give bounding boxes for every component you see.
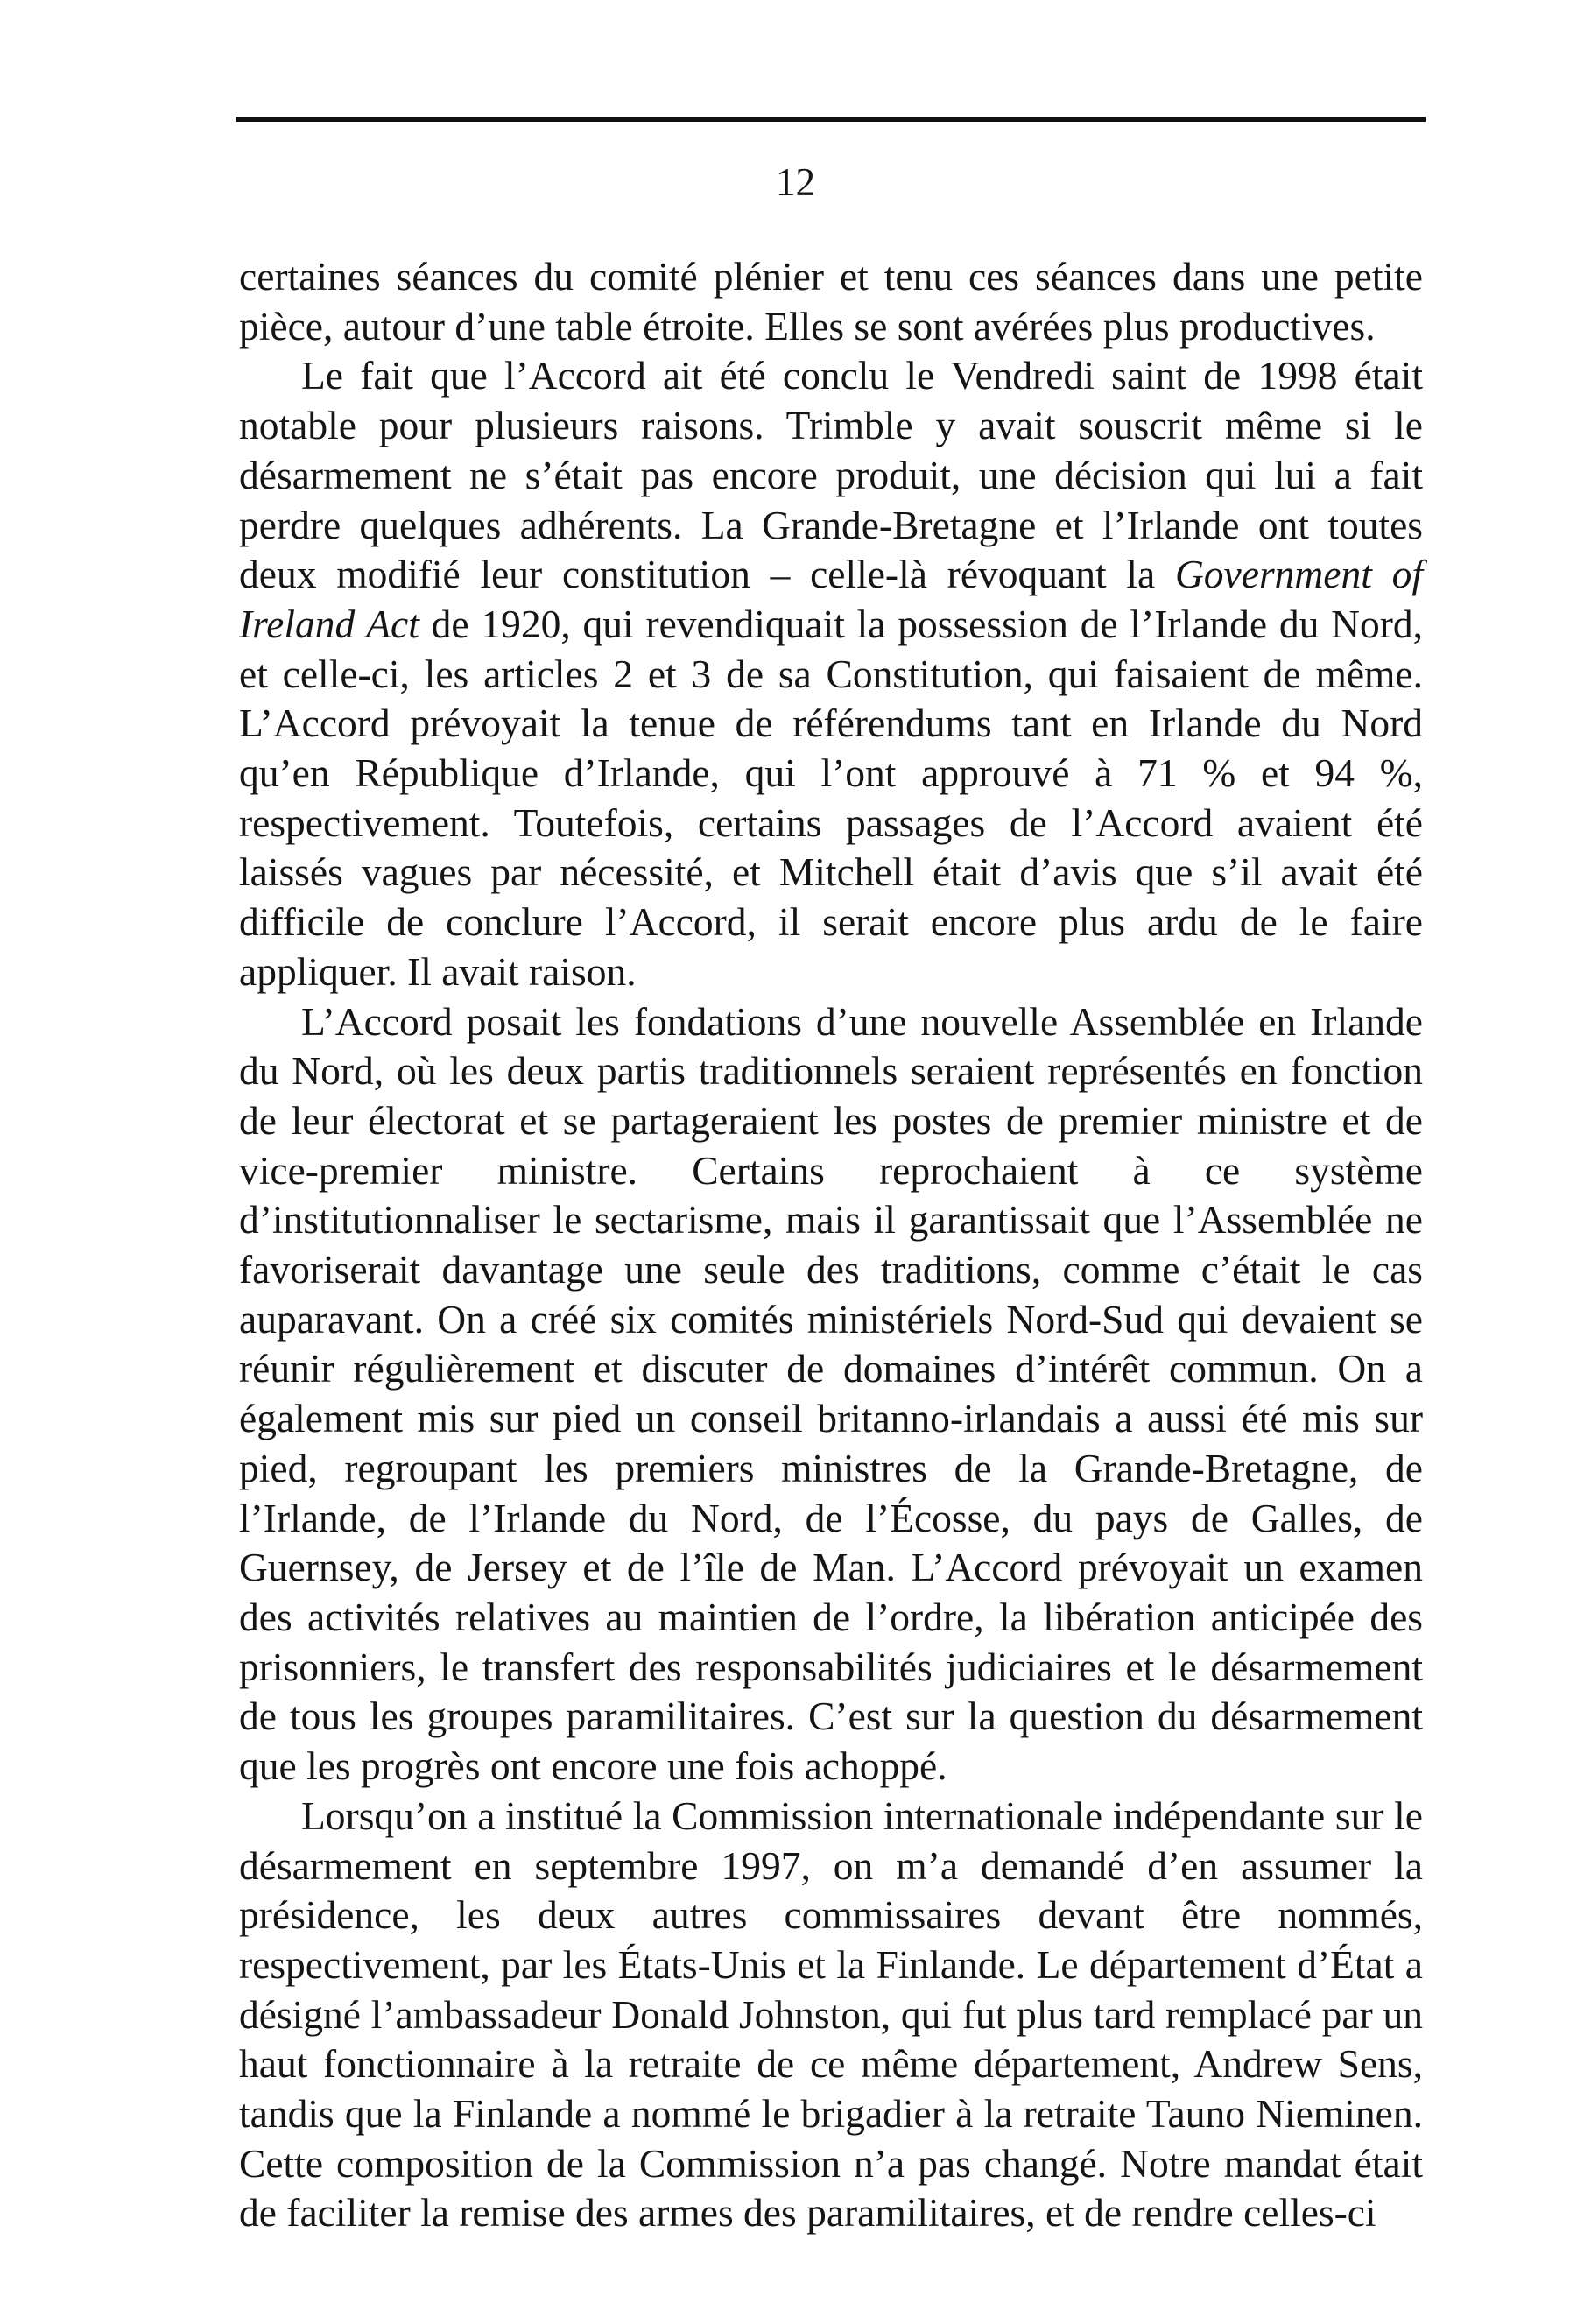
page-number: 12 bbox=[776, 160, 815, 204]
paragraph-2 bbox=[239, 351, 1423, 997]
act-title-italic: Government of Ireland Act bbox=[239, 552, 1423, 646]
paragraph-1: certaines séances du comité plénier et tenu ces séances dans une petite pièce, autour d’une table étroite. Elles se sont avérées plus productives. bbox=[239, 254, 1423, 349]
body-text bbox=[239, 252, 1423, 2238]
header-rule bbox=[236, 117, 1426, 122]
paragraph-2-part-1: Le fait que l’Accord ait été conclu le Vendredi saint de 1998 était notable pour plusieurs raisons. Trimble y avait souscrit même si le désarmement ne s’était pas encore produit, une décision qui lui a fait perdre quelques adhérents. La Grande-Bretagne et l’Irlande ont toutes deux modifié leur constitution – celle-là révoquant la bbox=[239, 353, 1423, 597]
paragraph-2-part-2: de 1920, qui revendiquait la possession de l’Irlande du Nord, et celle-ci, les articles 2 et 3 de sa Constitution, qui faisaient de même. L’Accord prévoyait la tenue de référendums tant en Irlande du Nord qu’en République d’Irlande, qui l’ont approuvé à 71 % et 94 %, respectivement. Toutefois, certains passages de l’Accord avaient été laissés vagues par nécessité, et Mitchell était d’avis que s’il avait été difficile de conclure l’Accord, il serait encore plus ardu de le faire appliquer. Il avait raison. bbox=[239, 601, 1423, 994]
paragraph-3: L’Accord posait les fondations d’une nouvelle Assemblée en Irlande du Nord, où les deux partis traditionnels seraient représentés en fonction de leur électorat et se partageraient les postes de premier ministre et de vice-premier ministre. Certains reprochaient à ce système d’institutionnaliser le sectarisme, mais il garantissait que l’Assemblée ne favoriserait davantage une seule des traditions, comme c’était le cas auparavant. On a créé six comités ministériels Nord-Sud qui devaient se réunir régulièrement et discuter de domaines d’intérêt commun. On a également mis sur pied un conseil britanno-irlandais a aussi été mis sur pied, regroupant les premiers ministres de la Grande-Bretagne, de l’Irlande, de l’Irlande du Nord, de l’Écosse, du pays de Galles, de Guernsey, de Jersey et de l’île de Man. L’Accord prévoyait un examen des activités relatives au maintien de l’ordre, la libération anticipée des prisonniers, le transfert des responsabilités judiciaires et le désarmement de tous les groupes paramilitaires. C’est sur la question du désarmement que les progrès ont encore une fois achoppé. bbox=[239, 998, 1423, 1789]
paragraph-4: Lorsqu’on a institué la Commission internationale indépendante sur le désarmement en septembre 1997, on m’a demandé d’en assumer la présidence, les deux autres commissaires devant être nommés, respectivement, par les États-Unis et la Finlande. Le département d’État a désigné l’ambassadeur Donald Johnston, qui fut plus tard remplacé par un haut fonctionnaire à la retraite de ce même département, Andrew Sens, tandis que la Finlande a nommé le brigadier à la retraite Tauno Nieminen. Cette composition de la Commission n’a pas changé. Notre mandat était de faciliter la remise des armes des paramilitaires, et de rendre celles-ci bbox=[239, 1792, 1423, 2236]
